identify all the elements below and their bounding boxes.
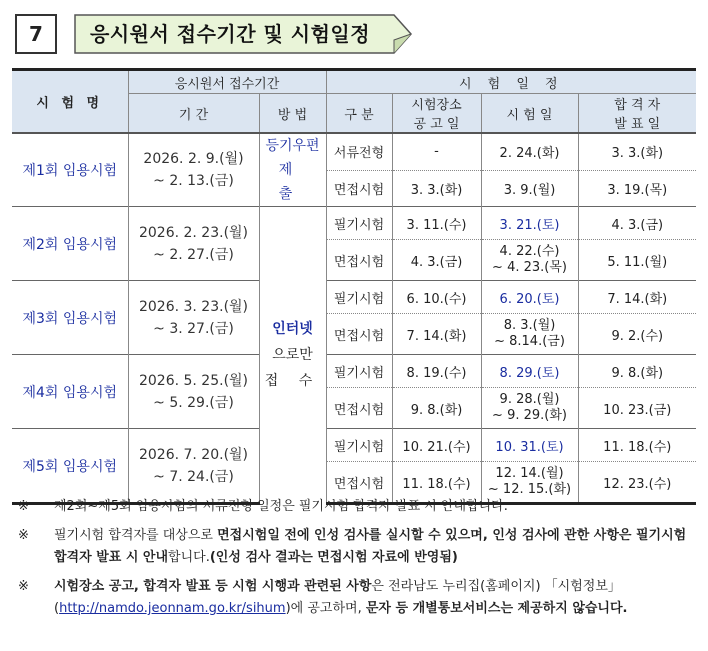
result-date: 11. 18.(수) [578, 429, 696, 462]
exam-type: 면접시험 [326, 462, 392, 504]
exam-type: 필기시험 [326, 429, 392, 462]
round-period: 2026. 2. 9.(월) ~ 2. 13.(금) [128, 133, 259, 207]
round-period: 2026. 5. 25.(월) ~ 5. 29.(금) [128, 355, 259, 429]
result-date: 10. 23.(금) [578, 388, 696, 429]
exam-date: 2. 24.(화) [481, 133, 578, 170]
venue-date: 6. 10.(수) [392, 281, 481, 314]
note-1: ※ 제2회~제5회 임용시험의 서류전형 일정은 필기시험 합격자 발표 시 안내합니다. [18, 496, 698, 518]
exam-date: 9. 28.(월) ~ 9. 29.(화) [481, 388, 578, 429]
table-row [12, 133, 696, 170]
round-name: 제1회 임용시험 [12, 133, 128, 207]
venue-date: 10. 21.(수) [392, 429, 481, 462]
header-method: 방 법 [259, 94, 326, 134]
venue-date: 4. 3.(금) [392, 240, 481, 281]
exam-type: 면접시험 [326, 388, 392, 429]
result-date: 12. 23.(수) [578, 462, 696, 504]
exam-date: 12. 14.(월) ~ 12. 15.(화) [481, 462, 578, 504]
venue-date: 8. 19.(수) [392, 355, 481, 388]
venue-date: - [392, 133, 481, 170]
note-mark: ※ [18, 499, 29, 514]
note-mark: ※ [18, 528, 29, 543]
method-mail: 등기우편 제 출 [259, 133, 326, 207]
round-name: 제2회 임용시험 [12, 207, 128, 281]
header-category: 구 분 [326, 94, 392, 134]
header-schedule: 시 험 일 정 [326, 70, 696, 94]
round-name: 제3회 임용시험 [12, 281, 128, 355]
sihum-link[interactable]: http://namdo.jeonnam.go.kr/sihum [59, 601, 286, 616]
venue-date: 11. 18.(수) [392, 462, 481, 504]
round-name: 제4회 임용시험 [12, 355, 128, 429]
header-venue-notice: 시험장소 공 고 일 [392, 94, 481, 134]
result-date: 3. 3.(화) [578, 133, 696, 170]
venue-date: 7. 14.(화) [392, 314, 481, 355]
exam-date: 10. 31.(토) [481, 429, 578, 462]
exam-schedule-table [12, 68, 696, 505]
exam-type: 필기시험 [326, 355, 392, 388]
result-date: 4. 3.(금) [578, 207, 696, 240]
header-result-date: 합 격 자 발 표 일 [578, 94, 696, 134]
venue-date: 3. 11.(수) [392, 207, 481, 240]
result-date: 5. 11.(월) [578, 240, 696, 281]
exam-type: 필기시험 [326, 281, 392, 314]
round-period: 2026. 3. 23.(월) ~ 3. 27.(금) [128, 281, 259, 355]
exam-type: 서류전형 [326, 133, 392, 170]
header-exam-name: 시 험 명 [12, 70, 128, 134]
header-exam-date: 시 험 일 [481, 94, 578, 134]
table-row [12, 429, 696, 462]
exam-date: 3. 9.(월) [481, 170, 578, 206]
result-date: 3. 19.(목) [578, 170, 696, 206]
header-application-period: 응시원서 접수기간 [128, 70, 326, 94]
method-internet: 인터넷 으로만 접 수 [259, 207, 326, 504]
table-row [12, 281, 696, 314]
exam-date: 8. 3.(월) ~ 8.14.(금) [481, 314, 578, 355]
section-number: 7 [15, 14, 57, 54]
note-3: ※ 시험장소 공고, 합격자 발표 등 시험 시행과 관련된 사항은 전라남도 누리집(홈페이지) 「시험정보」 (http://namdo.jeonnam.go.kr/sihum)에 공고하며, 문자 등 개별통보서비스는 제공하지 않습니다. [18, 576, 698, 620]
exam-date: 3. 21.(토) [481, 207, 578, 240]
round-name: 제5회 임용시험 [12, 429, 128, 504]
exam-type: 면접시험 [326, 240, 392, 281]
exam-type: 면접시험 [326, 314, 392, 355]
exam-date: 4. 22.(수) ~ 4. 23.(목) [481, 240, 578, 281]
exam-date: 6. 20.(토) [481, 281, 578, 314]
note-mark: ※ [18, 579, 29, 594]
note-2: ※ 필기시험 합격자를 대상으로 면접시험일 전에 인성 검사를 실시할 수 있으며, 인성 검사에 관한 사항은 필기시험 합격자 발표 시 안내합니다.(인성 검사 결과는 면접시험 자료에 반영됨) [18, 525, 698, 569]
result-date: 9. 8.(화) [578, 355, 696, 388]
venue-date: 9. 8.(화) [392, 388, 481, 429]
exam-type: 필기시험 [326, 207, 392, 240]
result-date: 9. 2.(수) [578, 314, 696, 355]
venue-date: 3. 3.(화) [392, 170, 481, 206]
round-period: 2026. 2. 23.(월) ~ 2. 27.(금) [128, 207, 259, 281]
exam-date: 8. 29.(토) [481, 355, 578, 388]
section-title: 응시원서 접수기간 및 시험일정 [90, 22, 371, 46]
table-row [12, 207, 696, 240]
result-date: 7. 14.(화) [578, 281, 696, 314]
exam-type: 면접시험 [326, 170, 392, 206]
header-period: 기 간 [128, 94, 259, 134]
table-row [12, 355, 696, 388]
section-title-box [74, 14, 412, 54]
round-period: 2026. 7. 20.(월) ~ 7. 24.(금) [128, 429, 259, 504]
notes-section [18, 496, 698, 627]
